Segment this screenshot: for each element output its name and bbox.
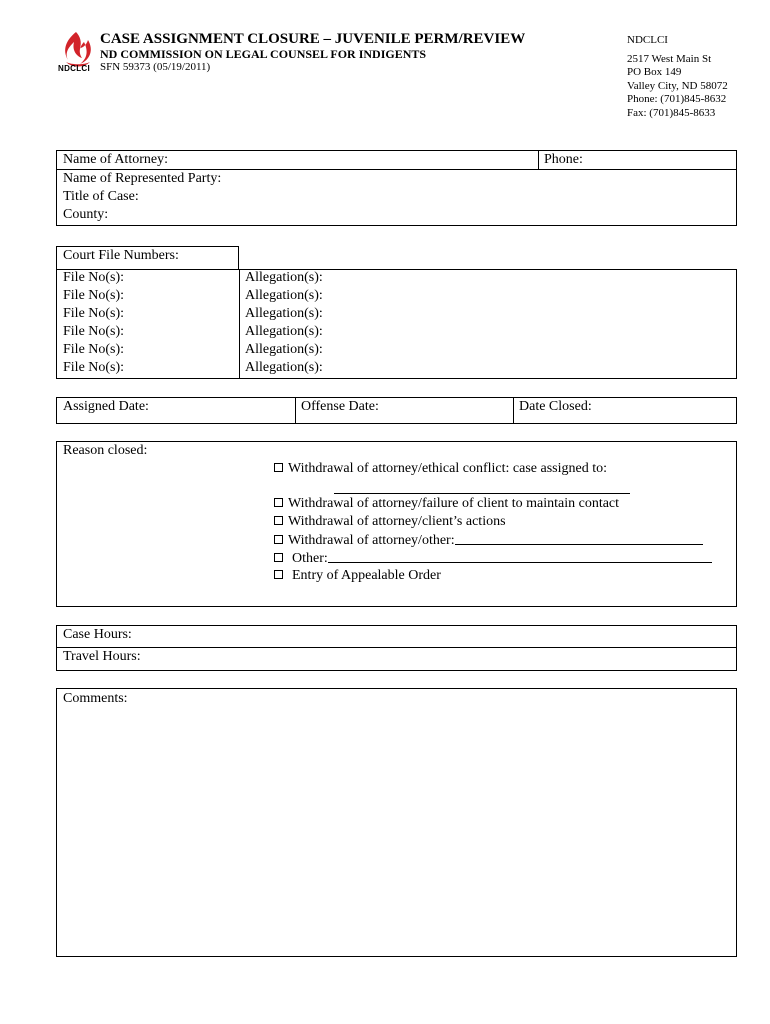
phone-field[interactable]: Phone: — [544, 152, 583, 167]
file-no-field-6[interactable]: File No(s): — [63, 360, 125, 375]
file-no-field-3[interactable]: File No(s): — [63, 306, 125, 321]
court-file-table — [56, 269, 737, 379]
form-title: CASE ASSIGNMENT CLOSURE – JUVENILE PERM/REVIEW — [100, 31, 526, 47]
other-line[interactable] — [328, 550, 712, 563]
allegation-field-2[interactable]: Allegation(s): — [245, 288, 323, 303]
form-number: SFN 59373 (05/19/2011) — [100, 61, 211, 73]
dates-divider-1 — [295, 397, 296, 424]
checkbox-icon[interactable] — [274, 570, 283, 579]
file-no-field-2[interactable]: File No(s): — [63, 288, 125, 303]
date-closed-field[interactable]: Date Closed: — [519, 399, 592, 414]
file-no-field-1[interactable]: File No(s): — [63, 270, 125, 285]
reason-option-label: Withdrawal of attorney/other: — [288, 533, 455, 548]
address-phone: Phone: (701)845-8632 — [627, 93, 727, 105]
address-org: NDCLCI — [627, 34, 668, 46]
reason-option-clients-actions[interactable] — [274, 514, 506, 530]
checkbox-icon[interactable] — [274, 498, 283, 507]
court-file-column-divider — [239, 269, 240, 379]
hours-section — [56, 625, 737, 671]
assigned-date-field[interactable]: Assigned Date: — [63, 399, 149, 414]
reason-option-attorney-other[interactable] — [274, 532, 703, 549]
title-of-case-field[interactable]: Title of Case: — [63, 189, 139, 204]
attorney-row-divider — [56, 169, 737, 170]
comments-box[interactable] — [56, 688, 737, 957]
county-field[interactable]: County: — [63, 207, 109, 222]
reason-option-label: Withdrawal of attorney/ethical conflict: case assigned to: — [288, 461, 607, 476]
case-hours-field[interactable]: Case Hours: — [63, 627, 132, 642]
allegation-field-6[interactable]: Allegation(s): — [245, 360, 323, 375]
attorney-other-line[interactable] — [455, 532, 703, 545]
reason-option-failure-contact[interactable] — [274, 496, 619, 512]
court-file-numbers-label: Court File Numbers: — [63, 248, 179, 263]
offense-date-field[interactable]: Offense Date: — [301, 399, 379, 414]
represented-party-field[interactable]: Name of Represented Party: — [63, 171, 222, 186]
reason-closed-label: Reason closed: — [63, 443, 148, 458]
phone-divider — [538, 150, 539, 169]
hours-divider — [56, 647, 737, 648]
address-block — [627, 34, 728, 120]
reason-option-label: Withdrawal of attorney/failure of client to maintain contact — [288, 496, 620, 511]
address-po-box: PO Box 149 — [627, 66, 682, 78]
address-city: Valley City, ND 58072 — [627, 79, 728, 92]
allegation-field-1[interactable]: Allegation(s): — [245, 270, 323, 285]
reason-option-appealable-order[interactable] — [274, 568, 441, 584]
dates-section — [56, 397, 737, 424]
checkbox-icon[interactable] — [274, 535, 283, 544]
allegation-field-3[interactable]: Allegation(s): — [245, 306, 323, 321]
agency-name: ND COMMISSION ON LEGAL COUNSEL FOR INDIGENTS — [100, 47, 427, 61]
reason-option-label: Entry of Appealable Order — [292, 568, 441, 583]
checkbox-icon[interactable] — [274, 516, 283, 525]
file-no-field-4[interactable]: File No(s): — [63, 324, 125, 339]
checkbox-icon[interactable] — [274, 553, 283, 562]
reason-option-label: Withdrawal of attorney/client’s actions — [288, 514, 506, 529]
comments-label: Comments: — [63, 691, 128, 706]
address-fax: Fax: (701)845-8633 — [627, 106, 716, 119]
logo-wordmark: NDCLCI — [58, 64, 91, 73]
dates-divider-2 — [513, 397, 514, 424]
reason-option-label: Other: — [292, 551, 328, 566]
allegation-field-4[interactable]: Allegation(s): — [245, 324, 323, 339]
reason-option-ethical-conflict[interactable] — [274, 461, 607, 477]
travel-hours-field[interactable]: Travel Hours: — [63, 649, 141, 664]
case-assigned-to-line[interactable] — [334, 493, 630, 494]
checkbox-icon[interactable] — [274, 463, 283, 472]
address-street: 2517 West Main St — [627, 52, 712, 65]
name-of-attorney-field[interactable]: Name of Attorney: — [63, 152, 168, 167]
allegation-field-5[interactable]: Allegation(s): — [245, 342, 323, 357]
reason-option-other[interactable] — [274, 550, 712, 567]
file-no-field-5[interactable]: File No(s): — [63, 342, 125, 357]
